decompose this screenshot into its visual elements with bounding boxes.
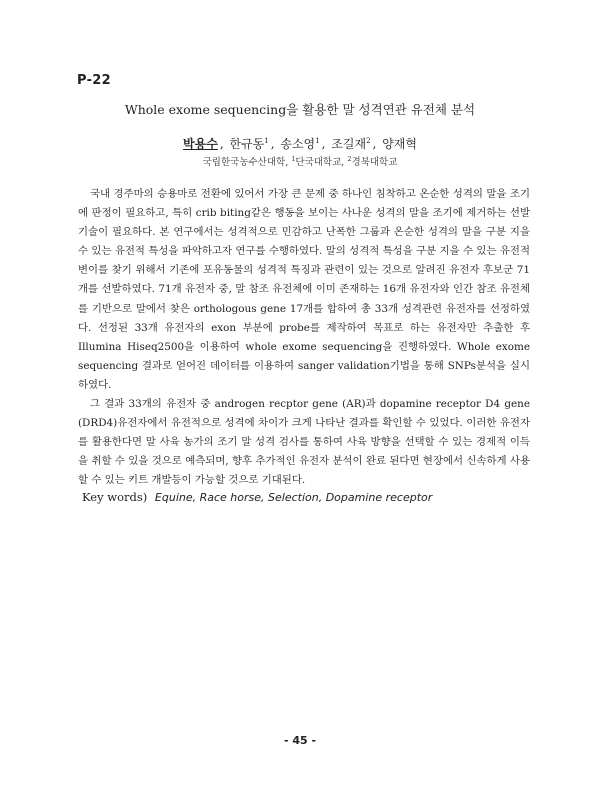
author-list: 박용수 , 한규동$^1$ , 송소영$^1$ , 조길재$^2$ , 양재혁 — [183, 137, 417, 151]
author-name-presenter: 박용수 — [183, 137, 218, 151]
paper-title: Whole exome sequencing을 활용한 말 성격연관 유전체 분석 — [124, 102, 476, 117]
affiliation: $^2$경북대학교 — [347, 154, 398, 168]
keywords — [82, 490, 432, 504]
keywords-terms: Equine, Race horse, Selection, Dopamine receptor — [154, 491, 433, 504]
keywords-label: Key words) — [82, 490, 148, 504]
author-name: 송소영$^1$ — [280, 137, 320, 151]
abstract-code: P-22 — [77, 73, 111, 88]
abstract-paragraph: 국내 경주마의 승용마로 전환에 있어서 가장 큰 문제 중 하나인 침착하고 온순한 성격의 말을 조기에 판정이 필요하고, 특히 crib biting같은 행동을 보이는 사나운 성격의 말을 조기에 제거하는 선발 기술이 필요하다. 본 연구에서는 성격적으로 민감하고 난폭한 그룹과 온순한 성격의 말을 구분 지을 수 있는 유전적 특성을 파악하고자 연구를 수행하였다. 말의 성격적 특성을 구분 지을 수 있는 유전적 변이를 찾기 위해서 기존에 포유동물의 성격적 특징과 관련이 있는 것으로 알려진 유전자 후보군 71개를 선발하였다. 71개 유전자 중, 말 참조 유전체에 이미 존재하는 16개 유전자와 인간 참조 유전체를 기반으로 말에서 찾은 orthologous gene 17개를 합하여 총 33개 성격관련 유전자를 선정하였다. 선정된 33개 유전자의 exon 부분에 probe를 제작하여 목표로 하는 유전자만 추출한 후 Illumina Hiseq2500을 이용하여 whole exome sequencing을 진행하였다. Whole exome sequencing 결과로 얻어진 데이터를 이용하여 sanger validation기법을 통해 SNPs분석을 실시하였다. — [78, 188, 530, 391]
abstract-body — [78, 185, 530, 491]
affiliation: 국립한국농수산대학, — [202, 157, 289, 168]
abstract-paragraph: 그 결과 33개의 유전자 중 androgen recptor gene (AR)과 dopamine receptor D4 gene (DRD4)유전자에서 유전적으로 성격에 차이가 크게 나타난 결과를 확인할 수 있었다. 이러한 유전자를 활용한다면 말 사육 농가의 조기 말 성격 검사를 통하여 사육 방향을 선택할 수 있는 경제적 이득을 취할 수 있을 것으로 예측되며, 향후 추가적인 유전자 분석이 완료 된다면 현장에서 신속하게 사용할 수 있는 키트 개발등이 가능할 것으로 기대된다. — [78, 398, 530, 487]
author-name: 한규동$^1$ — [229, 137, 269, 151]
author-name: 조길재$^2$ — [331, 137, 371, 151]
page-number: - 45 - — [283, 734, 317, 747]
affiliations — [0, 154, 600, 168]
author-name: 양재혁 — [382, 137, 417, 151]
affiliation: $^1$단국대학교, — [291, 154, 345, 168]
